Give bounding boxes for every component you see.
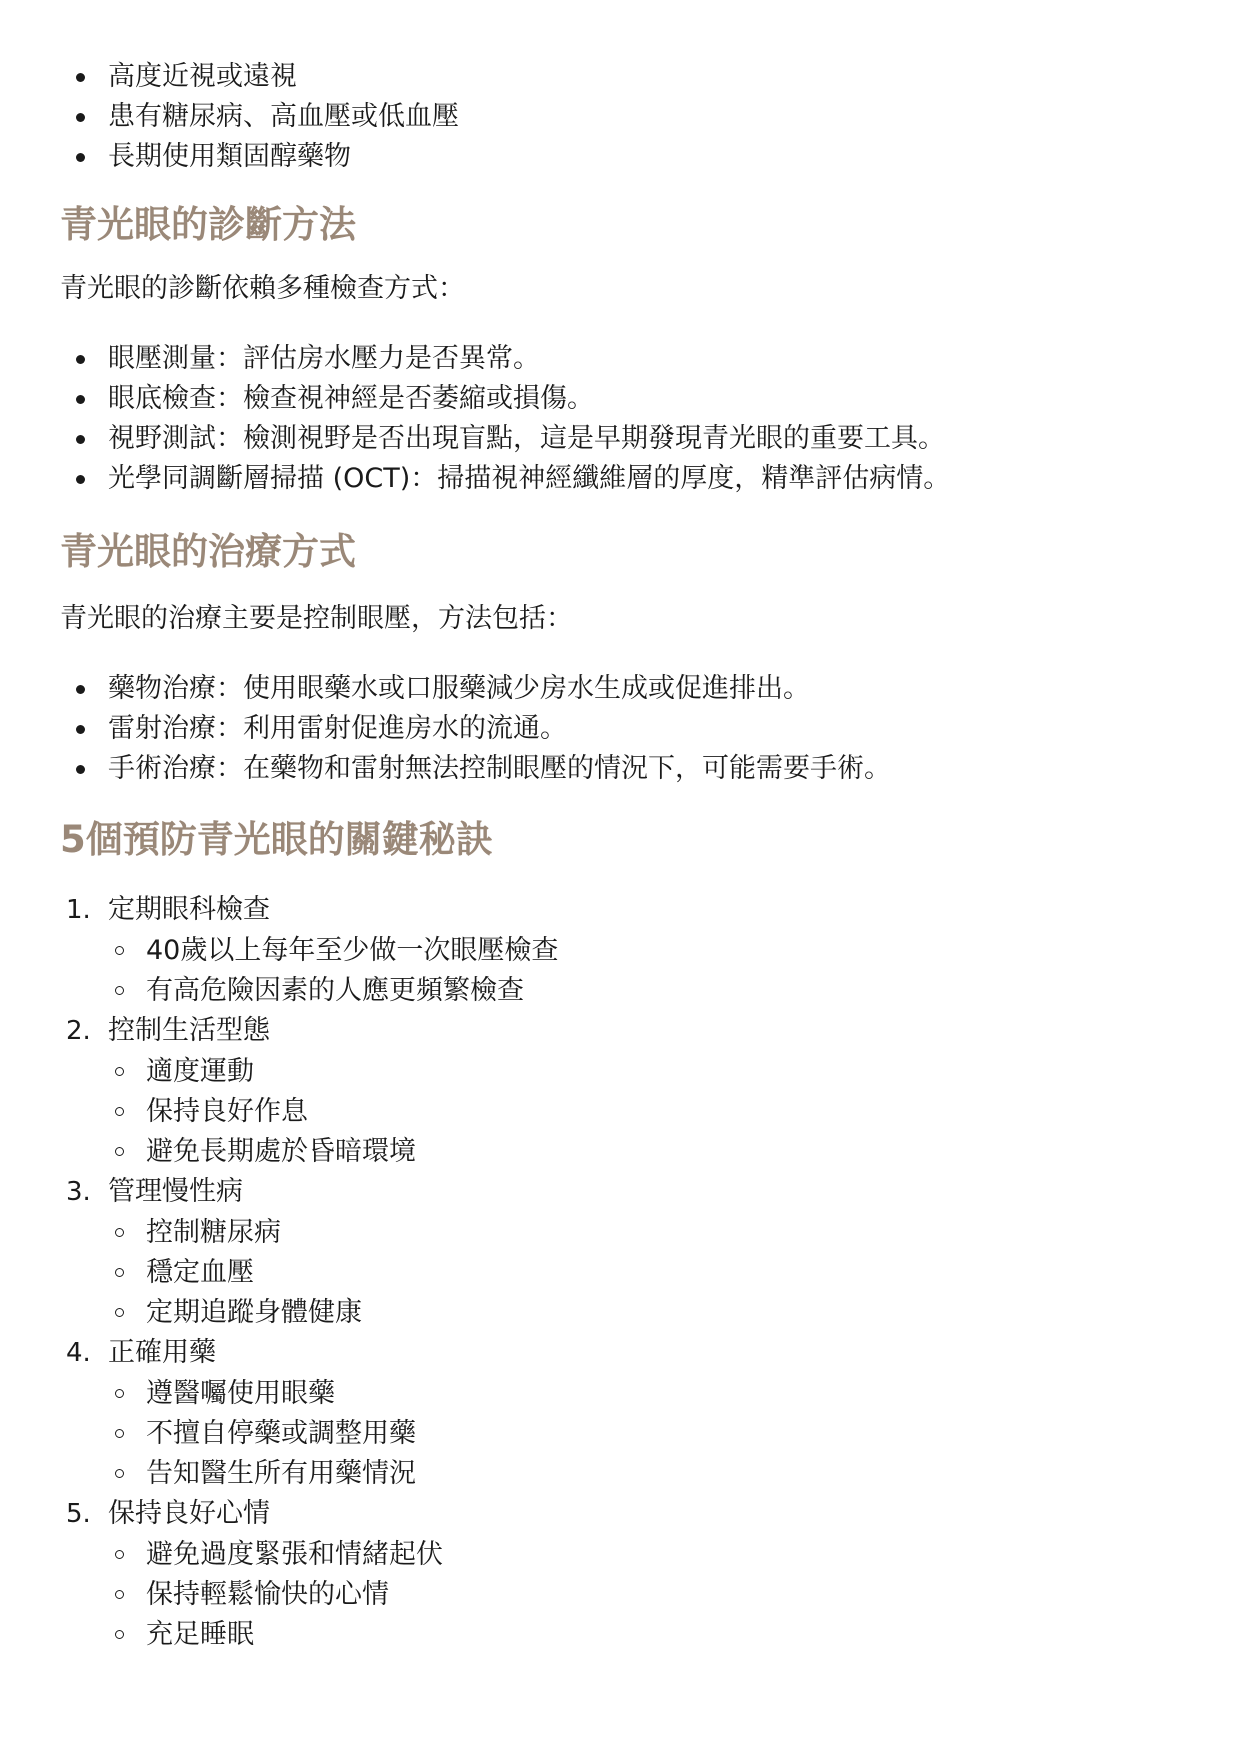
- list-number: 1.: [66, 895, 91, 925]
- list-bullet: [76, 725, 85, 734]
- list-bullet: [76, 355, 85, 364]
- sub-bullet: [115, 946, 124, 955]
- list-item: 患有糖尿病、高血壓或低血壓: [108, 101, 459, 132]
- list-number: 2.: [66, 1016, 91, 1046]
- sub-bullet: [115, 1630, 124, 1639]
- sub-list-item: 遵醫囑使用眼藥: [146, 1378, 335, 1409]
- list-item: 長期使用類固醇藥物: [108, 141, 351, 172]
- list-bullet: [76, 685, 85, 694]
- list-bullet: [76, 435, 85, 444]
- section-heading-prevention: 5個預防青光眼的關鍵秘訣: [60, 818, 493, 861]
- sub-bullet: [115, 1469, 124, 1478]
- sub-bullet: [115, 1550, 124, 1559]
- sub-bullet: [115, 1228, 124, 1237]
- sub-list-item: 保持輕鬆愉快的心情: [146, 1579, 389, 1610]
- list-item: 正確用藥: [108, 1337, 216, 1368]
- list-item: 定期眼科檢查: [108, 894, 270, 925]
- list-item: 光學同調斷層掃描 (OCT)：掃描視神經纖維層的厚度，精準評估病情。: [108, 463, 951, 494]
- sub-list-item: 告知醫生所有用藥情況: [146, 1458, 416, 1489]
- sub-bullet: [115, 1067, 124, 1076]
- list-bullet: [76, 113, 85, 122]
- sub-bullet: [115, 1590, 124, 1599]
- list-item: 管理慢性病: [108, 1176, 243, 1207]
- sub-list-item: 適度運動: [146, 1056, 254, 1087]
- list-item: 眼壓測量：評估房水壓力是否異常。: [108, 343, 540, 374]
- sub-list-item: 穩定血壓: [146, 1257, 254, 1288]
- sub-list-item: 保持良好作息: [146, 1096, 308, 1127]
- list-item: 高度近視或遠視: [108, 61, 297, 92]
- paragraph: 青光眼的診斷依賴多種檢查方式：: [60, 273, 465, 304]
- list-number: 5.: [66, 1499, 91, 1529]
- sub-bullet: [115, 1389, 124, 1398]
- section-heading-treatment: 青光眼的治療方式: [60, 530, 356, 573]
- section-heading-diagnosis: 青光眼的診斷方法: [60, 203, 356, 246]
- sub-list-item: 避免過度緊張和情緒起伏: [146, 1539, 443, 1570]
- sub-list-item: 不擅自停藥或調整用藥: [146, 1418, 416, 1449]
- sub-bullet: [115, 1429, 124, 1438]
- list-item: 控制生活型態: [108, 1015, 270, 1046]
- sub-list-item: 控制糖尿病: [146, 1217, 281, 1248]
- sub-list-item: 有高危險因素的人應更頻繁檢查: [146, 975, 524, 1006]
- sub-list-item: 40歲以上每年至少做一次眼壓檢查: [146, 935, 559, 966]
- sub-bullet: [115, 1308, 124, 1317]
- list-item: 手術治療：在藥物和雷射無法控制眼壓的情況下，可能需要手術。: [108, 753, 891, 784]
- list-bullet: [76, 73, 85, 82]
- sub-bullet: [115, 1147, 124, 1156]
- list-item: 眼底檢查：檢查視神經是否萎縮或損傷。: [108, 383, 594, 414]
- paragraph: 青光眼的治療主要是控制眼壓，方法包括：: [60, 603, 573, 634]
- sub-list-item: 避免長期處於昏暗環境: [146, 1136, 416, 1167]
- list-number: 4.: [66, 1338, 91, 1368]
- sub-bullet: [115, 1107, 124, 1116]
- sub-list-item: 充足睡眠: [146, 1619, 254, 1650]
- list-item: 視野測試：檢測視野是否出現盲點，這是早期發現青光眼的重要工具。: [108, 423, 945, 454]
- sub-bullet: [115, 986, 124, 995]
- list-item: 藥物治療：使用眼藥水或口服藥減少房水生成或促進排出。: [108, 673, 810, 704]
- list-bullet: [76, 153, 85, 162]
- sub-list-item: 定期追蹤身體健康: [146, 1297, 362, 1328]
- sub-bullet: [115, 1268, 124, 1277]
- list-item: 雷射治療：利用雷射促進房水的流通。: [108, 713, 567, 744]
- list-bullet: [76, 395, 85, 404]
- list-item: 保持良好心情: [108, 1498, 270, 1529]
- list-number: 3.: [66, 1177, 91, 1207]
- list-bullet: [76, 765, 85, 774]
- list-bullet: [76, 475, 85, 484]
